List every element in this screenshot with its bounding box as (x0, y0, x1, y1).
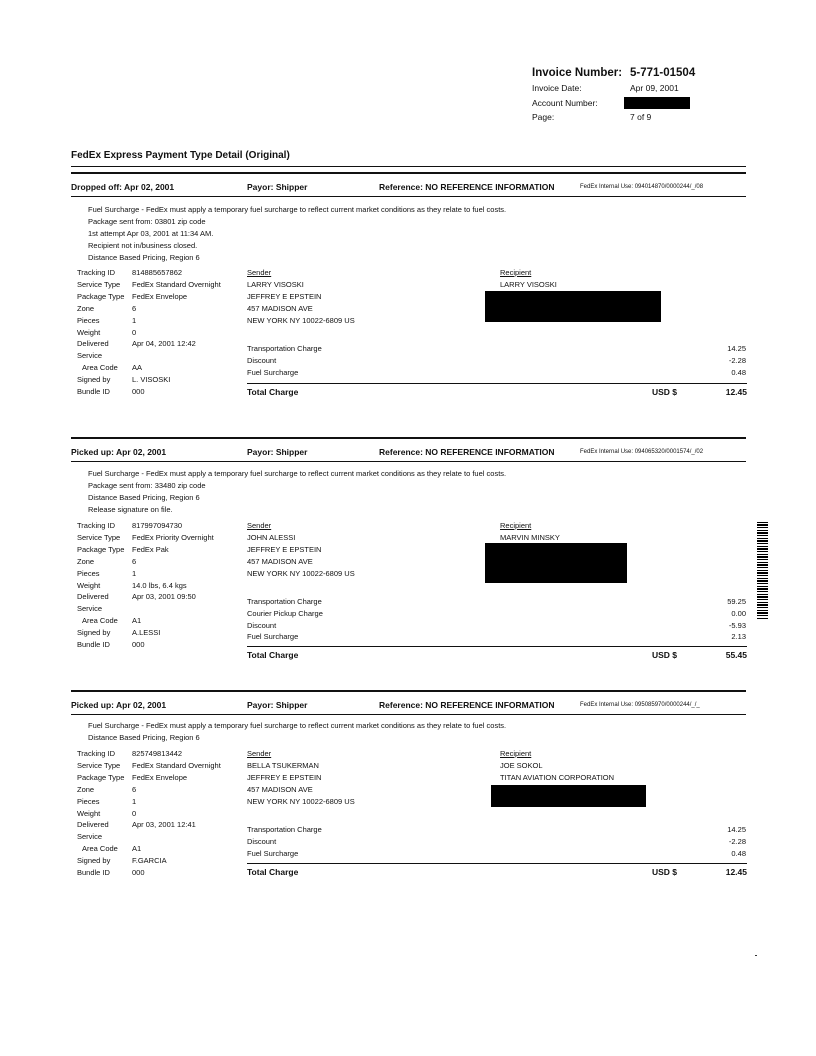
reference-label: Reference: NO REFERENCE INFORMATION (379, 447, 555, 457)
note-line: Distance Based Pricing, Region 6 (88, 733, 200, 742)
charge-row (247, 836, 746, 848)
detail-row (77, 374, 221, 386)
detail-row (77, 627, 214, 639)
detail-key: Bundle ID (77, 640, 110, 650)
sender-label: Sender (247, 268, 272, 277)
detail-key: Pieces (77, 568, 100, 578)
currency-label: USD $ (652, 867, 678, 877)
section-top-rule (71, 690, 746, 692)
detail-row (77, 291, 221, 303)
detail-key: Weight (77, 808, 101, 818)
invoice-date-label: Invoice Date: (532, 83, 582, 93)
charge-label: Courier Pickup Charge (247, 608, 323, 618)
detail-value: A.LESSI (132, 628, 161, 638)
charges-block (247, 596, 746, 643)
detail-key: Bundle ID (77, 868, 110, 878)
charge-row (247, 848, 746, 860)
payor-label: Payor: Shipper (247, 182, 308, 192)
detail-key: Service (77, 351, 103, 361)
detail-value: 1 (132, 568, 137, 578)
detail-key: Service Type (77, 532, 121, 542)
detail-row (77, 639, 214, 651)
redaction-block (624, 97, 690, 109)
detail-key: Area Code (82, 363, 118, 373)
note-line: Distance Based Pricing, Region 6 (88, 253, 200, 262)
detail-row (77, 350, 221, 362)
sender-line: JEFFREY E EPSTEIN (247, 292, 322, 301)
detail-key: Area Code (82, 844, 118, 854)
detail-value: 0 (132, 808, 137, 818)
detail-key: Delivered (77, 339, 109, 349)
total-label: Total Charge (247, 867, 299, 877)
detail-row (77, 279, 221, 291)
section-top-rule (71, 437, 746, 439)
detail-key: Package Type (77, 544, 125, 554)
detail-key: Service (77, 604, 103, 614)
sender-line: NEW YORK NY 10022-6809 US (247, 569, 355, 578)
charge-label: Fuel Surcharge (247, 632, 299, 642)
charge-label: Transportation Charge (247, 825, 322, 834)
recipient-line: MARVIN MINSKY (500, 533, 560, 542)
shipment-date: Picked up: Apr 02, 2001 (71, 447, 167, 457)
payor-label: Payor: Shipper (247, 447, 308, 457)
sender-line: NEW YORK NY 10022-6809 US (247, 797, 355, 806)
note-line: Fuel Surcharge - FedEx must apply a temporary fuel surcharge to reflect current market conditions as they relate to fuel costs. (88, 721, 507, 730)
sender-line: JEFFREY E EPSTEIN (247, 545, 322, 554)
total-rule (247, 383, 747, 384)
charge-amount: -2.28 (728, 355, 746, 365)
detail-value: Apr 03, 2001 12:41 (132, 820, 196, 830)
detail-key: Zone (77, 556, 95, 566)
detail-value: 6 (132, 303, 137, 313)
recipient-label: Recipient (500, 749, 532, 758)
charge-row (247, 355, 746, 367)
note-line: Release signature on file. (88, 505, 173, 514)
payor-label: Payor: Shipper (247, 700, 308, 710)
detail-value: FedEx Envelope (132, 291, 188, 301)
charge-label: Discount (247, 355, 277, 365)
charge-row (247, 824, 746, 836)
detail-value: 6 (132, 784, 137, 794)
detail-row (77, 855, 221, 867)
note-line: Distance Based Pricing, Region 6 (88, 493, 200, 502)
sender-block (247, 267, 355, 327)
redaction-block (485, 291, 661, 322)
detail-key: Zone (77, 303, 95, 313)
sender-line: BELLA TSUKERMAN (247, 761, 319, 770)
reference-label: Reference: NO REFERENCE INFORMATION (379, 182, 555, 192)
reference-label: Reference: NO REFERENCE INFORMATION (379, 700, 555, 710)
sender-line: NEW YORK NY 10022-6809 US (247, 316, 355, 325)
detail-value: L. VISOSKI (132, 375, 171, 385)
sender-line: 457 MADISON AVE (247, 304, 313, 313)
total-amount: 55.45 (725, 650, 747, 660)
page-label: Page: (532, 112, 555, 122)
sender-line: JEFFREY E EPSTEIN (247, 773, 322, 782)
detail-row (77, 843, 221, 855)
account-number-label: Account Number: (532, 98, 598, 108)
detail-key: Weight (77, 580, 101, 590)
detail-key: Delivered (77, 820, 109, 830)
charge-amount: 14.25 (727, 344, 746, 353)
sender-block (247, 748, 355, 808)
detail-row (77, 591, 214, 603)
title-rule (71, 166, 746, 167)
charge-amount: -5.93 (728, 620, 746, 630)
detail-value: A1 (132, 616, 142, 626)
shipment-details (77, 520, 214, 651)
sender-label: Sender (247, 749, 272, 758)
charge-amount: -2.28 (728, 836, 746, 846)
detail-value: 817997094730 (132, 521, 183, 530)
charge-label: Discount (247, 836, 277, 846)
notes-block (88, 468, 506, 516)
internal-use: FedEx Internal Use: 095085970/0000244/_/_ (580, 702, 700, 708)
detail-row (77, 315, 221, 327)
charge-label: Transportation Charge (247, 344, 322, 353)
detail-value: Apr 04, 2001 12:42 (132, 339, 196, 349)
charge-label: Fuel Surcharge (247, 367, 299, 377)
charge-row (247, 596, 746, 608)
recipient-label: Recipient (500, 521, 532, 530)
charge-amount: 0.48 (731, 367, 746, 377)
detail-row (77, 544, 214, 556)
shipment-details (77, 748, 221, 879)
shipment-details (77, 267, 221, 398)
total-label: Total Charge (247, 387, 299, 397)
detail-row (77, 520, 214, 532)
charges-block (247, 824, 746, 859)
sender-label: Sender (247, 521, 272, 530)
detail-row (77, 568, 214, 580)
shipment-date: Dropped off: Apr 02, 2001 (71, 182, 175, 192)
detail-value: FedEx Standard Overnight (132, 279, 221, 289)
detail-row (77, 362, 221, 374)
note-line: Package sent from: 33480 zip code (88, 481, 206, 490)
recipient-line: JOE SOKOL (500, 761, 543, 770)
invoice-date: Apr 09, 2001 (630, 83, 679, 93)
internal-use: FedEx Internal Use: 094065320/0001574/_/02 (580, 449, 704, 455)
charge-row (247, 631, 746, 643)
detail-value: 825749813442 (132, 749, 183, 758)
detail-key: Weight (77, 327, 101, 337)
charge-row (247, 608, 746, 620)
detail-row (77, 796, 221, 808)
charge-amount: 2.13 (731, 632, 746, 642)
detail-row (77, 327, 221, 339)
detail-key: Area Code (82, 616, 118, 626)
detail-value: 1 (132, 796, 137, 806)
detail-value: 000 (132, 868, 145, 878)
detail-key: Service (77, 832, 103, 842)
note-line: Recipient not in/business closed. (88, 241, 198, 250)
detail-row (77, 748, 221, 760)
detail-key: Tracking ID (77, 749, 116, 758)
detail-value: 000 (132, 640, 145, 650)
recipient-line: LARRY VISOSKI (500, 280, 557, 289)
charge-label: Transportation Charge (247, 597, 322, 606)
sender-block (247, 520, 355, 580)
notes-block (88, 204, 506, 264)
charge-row (247, 343, 746, 355)
notes-block (88, 720, 506, 744)
sender-line: JOHN ALESSI (247, 533, 296, 542)
shipment-date: Picked up: Apr 02, 2001 (71, 700, 167, 710)
detail-key: Signed by (77, 375, 111, 385)
detail-value: 6 (132, 556, 137, 566)
recipient-block (500, 748, 614, 784)
detail-key: Bundle ID (77, 387, 110, 397)
sender-line: 457 MADISON AVE (247, 557, 313, 566)
detail-key: Package Type (77, 291, 125, 301)
currency-label: USD $ (652, 650, 678, 660)
detail-key: Tracking ID (77, 268, 116, 277)
detail-value: FedEx Pak (132, 544, 169, 554)
total-label: Total Charge (247, 650, 299, 660)
note-line: Fuel Surcharge - FedEx must apply a temporary fuel surcharge to reflect current market conditions as they relate to fuel costs. (88, 469, 507, 478)
detail-key: Pieces (77, 315, 100, 325)
detail-row (77, 556, 214, 568)
page-value: 7 of 9 (630, 112, 652, 122)
charge-amount: 0.00 (731, 608, 746, 618)
redaction-block (491, 785, 646, 807)
detail-value: FedEx Standard Overnight (132, 760, 221, 770)
recipient-label: Recipient (500, 268, 532, 277)
detail-value: 0 (132, 327, 137, 337)
internal-use: FedEx Internal Use: 094014870/0000244/_/08 (580, 184, 704, 190)
section-header-rule (71, 461, 746, 462)
charges-block (247, 343, 746, 378)
section-top-rule (71, 172, 746, 174)
detail-row (77, 819, 221, 831)
detail-key: Service Type (77, 760, 121, 770)
charge-label: Fuel Surcharge (247, 848, 299, 858)
currency-label: USD $ (652, 387, 678, 397)
total-rule (247, 863, 747, 864)
detail-row (77, 784, 221, 796)
detail-value: Apr 03, 2001 09:50 (132, 592, 196, 602)
recipient-line: TITAN AVIATION CORPORATION (500, 773, 615, 782)
page-title: FedEx Express Payment Type Detail (Original) (71, 150, 290, 161)
total-rule (247, 646, 747, 647)
detail-value: FedEx Envelope (132, 772, 188, 782)
detail-row (77, 867, 221, 879)
invoice-number: 5-771-01504 (630, 67, 696, 79)
detail-row (77, 615, 214, 627)
sender-line: LARRY VISOSKI (247, 280, 304, 289)
detail-value: 814885657862 (132, 268, 183, 277)
charge-label: Discount (247, 620, 277, 630)
charge-amount: 59.25 (727, 597, 746, 606)
detail-row (77, 772, 221, 784)
detail-value: F.GARCIA (132, 856, 167, 866)
section-header-rule (71, 196, 746, 197)
detail-key: Delivered (77, 592, 109, 602)
charge-amount: 0.48 (731, 848, 746, 858)
recipient-block (500, 267, 557, 291)
barcode (757, 522, 768, 620)
detail-key: Signed by (77, 628, 111, 638)
detail-key: Signed by (77, 856, 111, 866)
section-header-rule (71, 714, 746, 715)
total-amount: 12.45 (725, 387, 747, 397)
page-mark (755, 955, 757, 956)
detail-row (77, 267, 221, 279)
invoice-number-label: Invoice Number: (532, 67, 623, 79)
note-line: Package sent from: 03801 zip code (88, 217, 206, 226)
note-line: 1st attempt Apr 03, 2001 at 11:34 AM. (88, 229, 214, 238)
detail-value: 14.0 lbs, 6.4 kgs (132, 580, 187, 590)
detail-row (77, 808, 221, 820)
total-amount: 12.45 (725, 867, 747, 877)
detail-row (77, 386, 221, 398)
detail-row (77, 831, 221, 843)
detail-row (77, 303, 221, 315)
detail-row (77, 532, 214, 544)
detail-value: 1 (132, 315, 137, 325)
detail-row (77, 338, 221, 350)
detail-value: AA (132, 363, 143, 373)
recipient-block (500, 520, 560, 544)
detail-key: Pieces (77, 796, 100, 806)
note-line: Fuel Surcharge - FedEx must apply a temporary fuel surcharge to reflect current market conditions as they relate to fuel costs. (88, 205, 507, 214)
detail-key: Package Type (77, 772, 125, 782)
detail-key: Service Type (77, 279, 121, 289)
detail-value: FedEx Priority Overnight (132, 532, 214, 542)
charge-row (247, 620, 746, 632)
detail-value: 000 (132, 387, 145, 397)
detail-row (77, 580, 214, 592)
redaction-block (485, 543, 627, 583)
charge-amount: 14.25 (727, 825, 746, 834)
detail-key: Zone (77, 784, 95, 794)
detail-key: Tracking ID (77, 521, 116, 530)
detail-value: A1 (132, 844, 142, 854)
charge-row (247, 367, 746, 379)
detail-row (77, 760, 221, 772)
detail-row (77, 603, 214, 615)
sender-line: 457 MADISON AVE (247, 785, 313, 794)
